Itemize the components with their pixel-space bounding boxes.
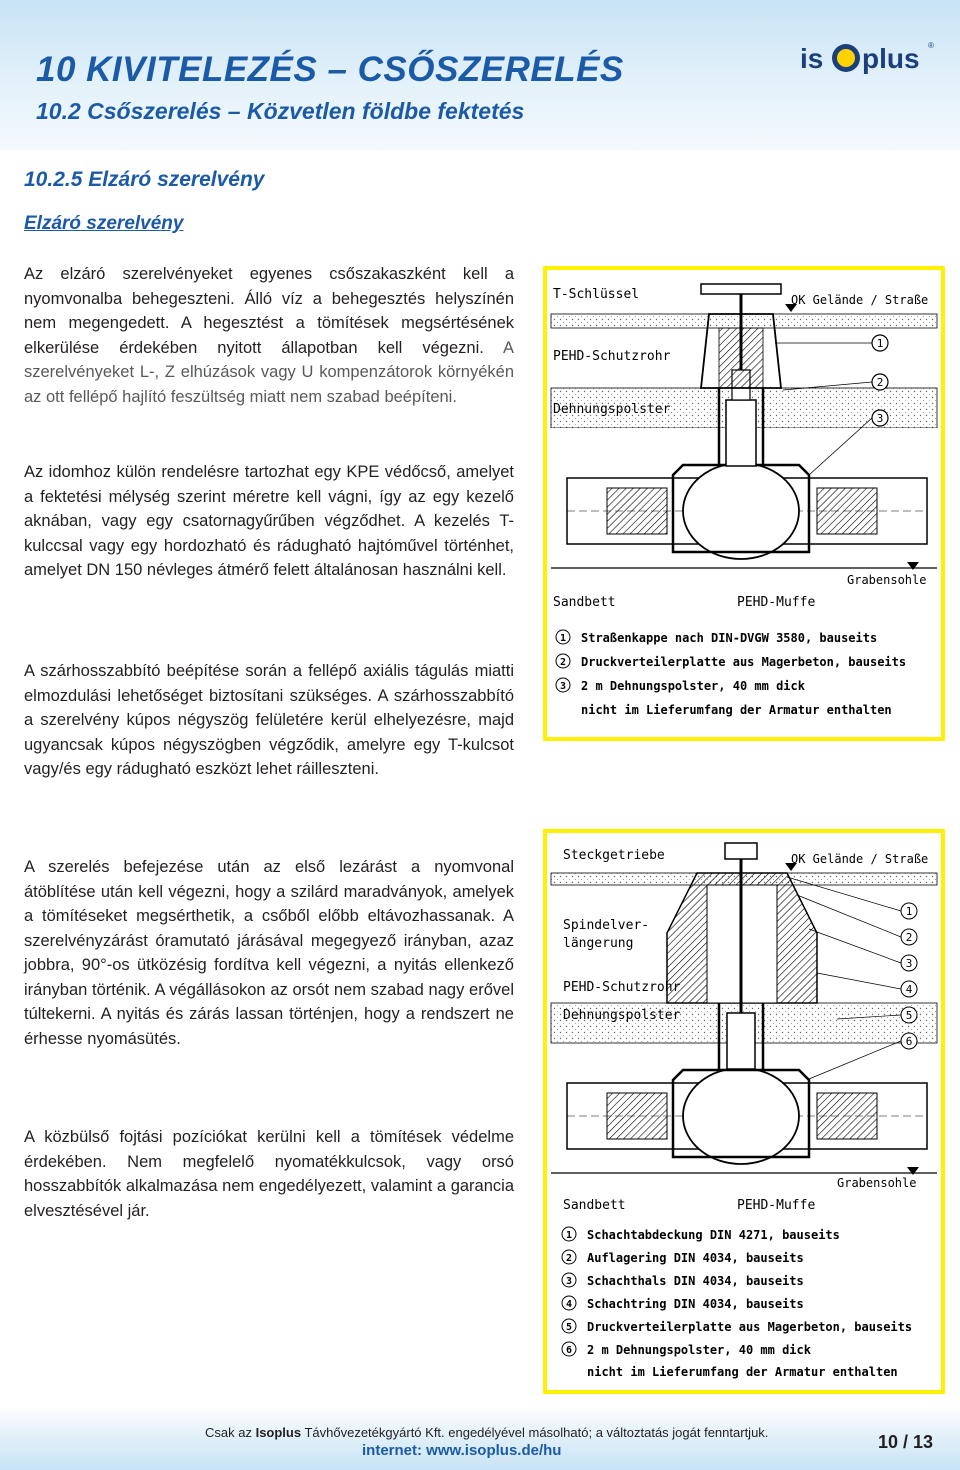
footer-website-link[interactable]: internet: www.isoplus.de/hu — [362, 1442, 562, 1459]
label-sandbett-2: Sandbett — [563, 1198, 626, 1213]
logo-reg-mark: ® — [928, 41, 934, 50]
section-subtitle: Elzáró szerelvény — [24, 213, 184, 234]
legend2-3-text: Schachthals DIN 4034, bauseits — [587, 1274, 804, 1288]
label-steckgetriebe: Steckgetriebe — [563, 848, 665, 863]
valve-stem — [726, 400, 756, 466]
valve-stem-2 — [727, 1013, 755, 1069]
label-dehnung: Dehnungspolster — [553, 402, 671, 417]
callout-1-label-2: 1 — [905, 905, 913, 918]
page-header — [0, 0, 960, 150]
label-schutzrohr-2: PEHD-Schutzrohr — [563, 980, 681, 995]
label-grabensohle: Grabensohle — [847, 573, 927, 587]
chapter-title: 10 KIVITELEZÉS – CSŐSZERELÉS — [36, 50, 624, 89]
legend2-4-num: 4 — [565, 1299, 573, 1310]
legend2-2-text: Auflagering DIN 4034, bauseits — [587, 1251, 804, 1265]
label-spindel-2: längerung — [563, 936, 634, 951]
label-sandbett: Sandbett — [553, 595, 616, 610]
gearbox — [725, 843, 757, 859]
footer-copyright-pre: Csak az — [205, 1425, 256, 1440]
callout-3-label: 3 — [876, 412, 884, 425]
callout-6-leader-2 — [809, 1041, 901, 1079]
legend2-3-num: 3 — [565, 1276, 573, 1287]
grabensohle-marker-icon-2 — [907, 1167, 919, 1175]
figure-1-legend — [556, 630, 906, 717]
pipe-insulation-right — [817, 488, 877, 534]
callout-6-label-2: 6 — [905, 1035, 913, 1048]
paragraph-1-note: A szerelvényeket L-, Z elhúzások vagy U kompenzátorok környékén az ott fellépő hajlító feszültség miatt nem szabad beépíteni. — [24, 338, 514, 406]
callout-3-leader-2 — [809, 929, 901, 963]
pipe-insulation-left-2 — [607, 1093, 667, 1139]
label-t-schluessel: T-Schlüssel — [553, 287, 640, 302]
figure-2-legend — [562, 1227, 912, 1379]
legend-2-num: 2 — [559, 657, 567, 668]
subchapter-title: 10.2 Csőszerelés – Közvetlen földbe fektetés — [36, 98, 525, 124]
callout-4-label-2: 4 — [905, 983, 913, 996]
paragraph-1 — [24, 262, 514, 409]
road-surface — [551, 314, 937, 328]
t-key-handle — [701, 284, 781, 294]
footer-brand: Isoplus — [255, 1425, 302, 1440]
label-spindel-1: Spindelver- — [563, 918, 650, 933]
legend-3-text: 2 m Dehnungspolster, 40 mm dick — [581, 679, 805, 693]
legend-3-num: 3 — [559, 681, 567, 692]
legend-1-num: 1 — [559, 633, 567, 644]
footer-copyright-post: Távhővezetékgyártó Kft. engedélyével másolható; a változtatás jogát fenntartjuk. — [301, 1425, 769, 1440]
pipe-insulation-right-2 — [817, 1093, 877, 1139]
legend2-1-num: 1 — [565, 1230, 573, 1241]
legend2-2-num: 2 — [565, 1253, 573, 1264]
legend2-6-text: 2 m Dehnungspolster, 40 mm dick — [587, 1343, 811, 1357]
figure-1-drawing — [547, 270, 941, 737]
paragraph-2: Az idomhoz külön rendelésre tartozhat egy KPE védőcső, amelyet a fektetési mélység szerint méretre kell vágni, így az egy kezelő aknában, vagy egy csatornagyűrűben végződhet. A kezelés T-kulccsal vagy egy hordozható és rádugható hajtóművel történhet, amelyet DN 150 névleges átmérő felett általánosan használni kell. — [24, 463, 514, 579]
legend-1-text: Straßenkappe nach DIN-DVGW 3580, bauseits — [581, 631, 878, 645]
callout-2-label-2: 2 — [905, 931, 913, 944]
logo-ring-inner — [837, 49, 855, 67]
label-schutzrohr: PEHD-Schutzrohr — [553, 349, 671, 364]
legend2-5-text: Druckverteilerplatte aus Magerbeton, bauseits — [587, 1320, 913, 1334]
legend2-5-num: 5 — [565, 1322, 573, 1333]
legend2-note: nicht im Lieferumfang der Armatur enthalten — [587, 1365, 898, 1379]
callout-1-label: 1 — [876, 337, 884, 350]
paragraph-4: A szerelés befejezése után az első lezárást a nyomvonal átöblítése után kell végezni, hogy a szilárd maradványok, amelyek a tömítéseket megsérthetik, a csőből előbb eltávozhassanak. A szerelvényzárást óramutató járásával megegyező irányban, azaz jobbra, 90°-os ütközésig fordítva kell végezni, a nyitás ellenkező irányban történik. A végállásokon az orsót nem szabad nagy erővel túltekerni. A nyitás és zárás lassan történjen, hogy a rendszert ne érhesse nyomásütés. — [24, 858, 514, 1048]
callout-3-label-2: 3 — [905, 957, 913, 970]
label-grabensohle-2: Grabensohle — [837, 1176, 917, 1190]
logo-text-right: plus — [862, 43, 920, 74]
legend2-6-num: 6 — [565, 1345, 573, 1356]
legend2-1-text: Schachtabdeckung DIN 4271, bauseits — [587, 1228, 840, 1242]
isoplus-logo — [800, 38, 940, 78]
label-ok-gelaende-2: OK Gelände / Straße — [791, 852, 929, 866]
callout-5-label-2: 5 — [905, 1009, 913, 1022]
legend-2-text: Druckverteilerplatte aus Magerbeton, bauseits — [581, 655, 907, 669]
callout-4-leader-2 — [817, 973, 901, 989]
paragraph-1-main: Az elzáró szerelvényeket egyenes csőszakaszként kell a nyomvonalba behegeszteni. Álló víz a behegesztés helyszínén nem megengedett. A hegesztést a tömítések megsértésének elkerülése érdekében nyitott állapotban kell végezni. — [24, 265, 514, 357]
label-muffe: PEHD-Muffe — [737, 595, 816, 610]
section-heading: 10.2.5 Elzáró szerelvény — [24, 168, 265, 191]
label-ok-gelaende: OK Gelände / Straße — [791, 293, 929, 307]
figure-2-drawing — [547, 833, 941, 1390]
figure-t-key — [543, 266, 945, 741]
label-muffe-2: PEHD-Muffe — [737, 1198, 816, 1213]
legend-note: nicht im Lieferumfang der Armatur enthalten — [581, 703, 892, 717]
footer-copyright — [205, 1425, 768, 1440]
valve-body — [683, 463, 799, 559]
figure-gearbox — [543, 829, 945, 1394]
legend2-4-text: Schachtring DIN 4034, bauseits — [587, 1297, 804, 1311]
paragraph-5: A közbülső fojtási pozíciókat kerülni kell a tömítések védelme érdekében. Nem megfelelő nyomatékkulcsok, vagy orsó hosszabbítók alkalmazása nem engedélyezett, valamint a garancia elvesztésével jár. — [24, 1128, 514, 1220]
page-number: 10 / 13 — [878, 1432, 934, 1452]
valve-body-2 — [683, 1068, 799, 1164]
label-dehnung-2: Dehnungspolster — [563, 1008, 681, 1023]
logo-text-left: is — [800, 43, 824, 74]
pipe-insulation-left — [607, 488, 667, 534]
cap-hatch — [719, 328, 763, 388]
callout-2-label: 2 — [876, 376, 884, 389]
paragraph-3: A szárhosszabbító beépítése során a fellépő axiális tágulás miatti elmozdulási lehetőséget biztosítani szükséges. A szárhosszabbító a szerelvény kúpos négyszög felületére kerül elhelyezésre, majd ugyancsak kúpos négyszögben végződik, amelyre egy T-kulcsot vagy/és egy rádugható eszközt lehet ráilleszteni. — [24, 662, 514, 778]
